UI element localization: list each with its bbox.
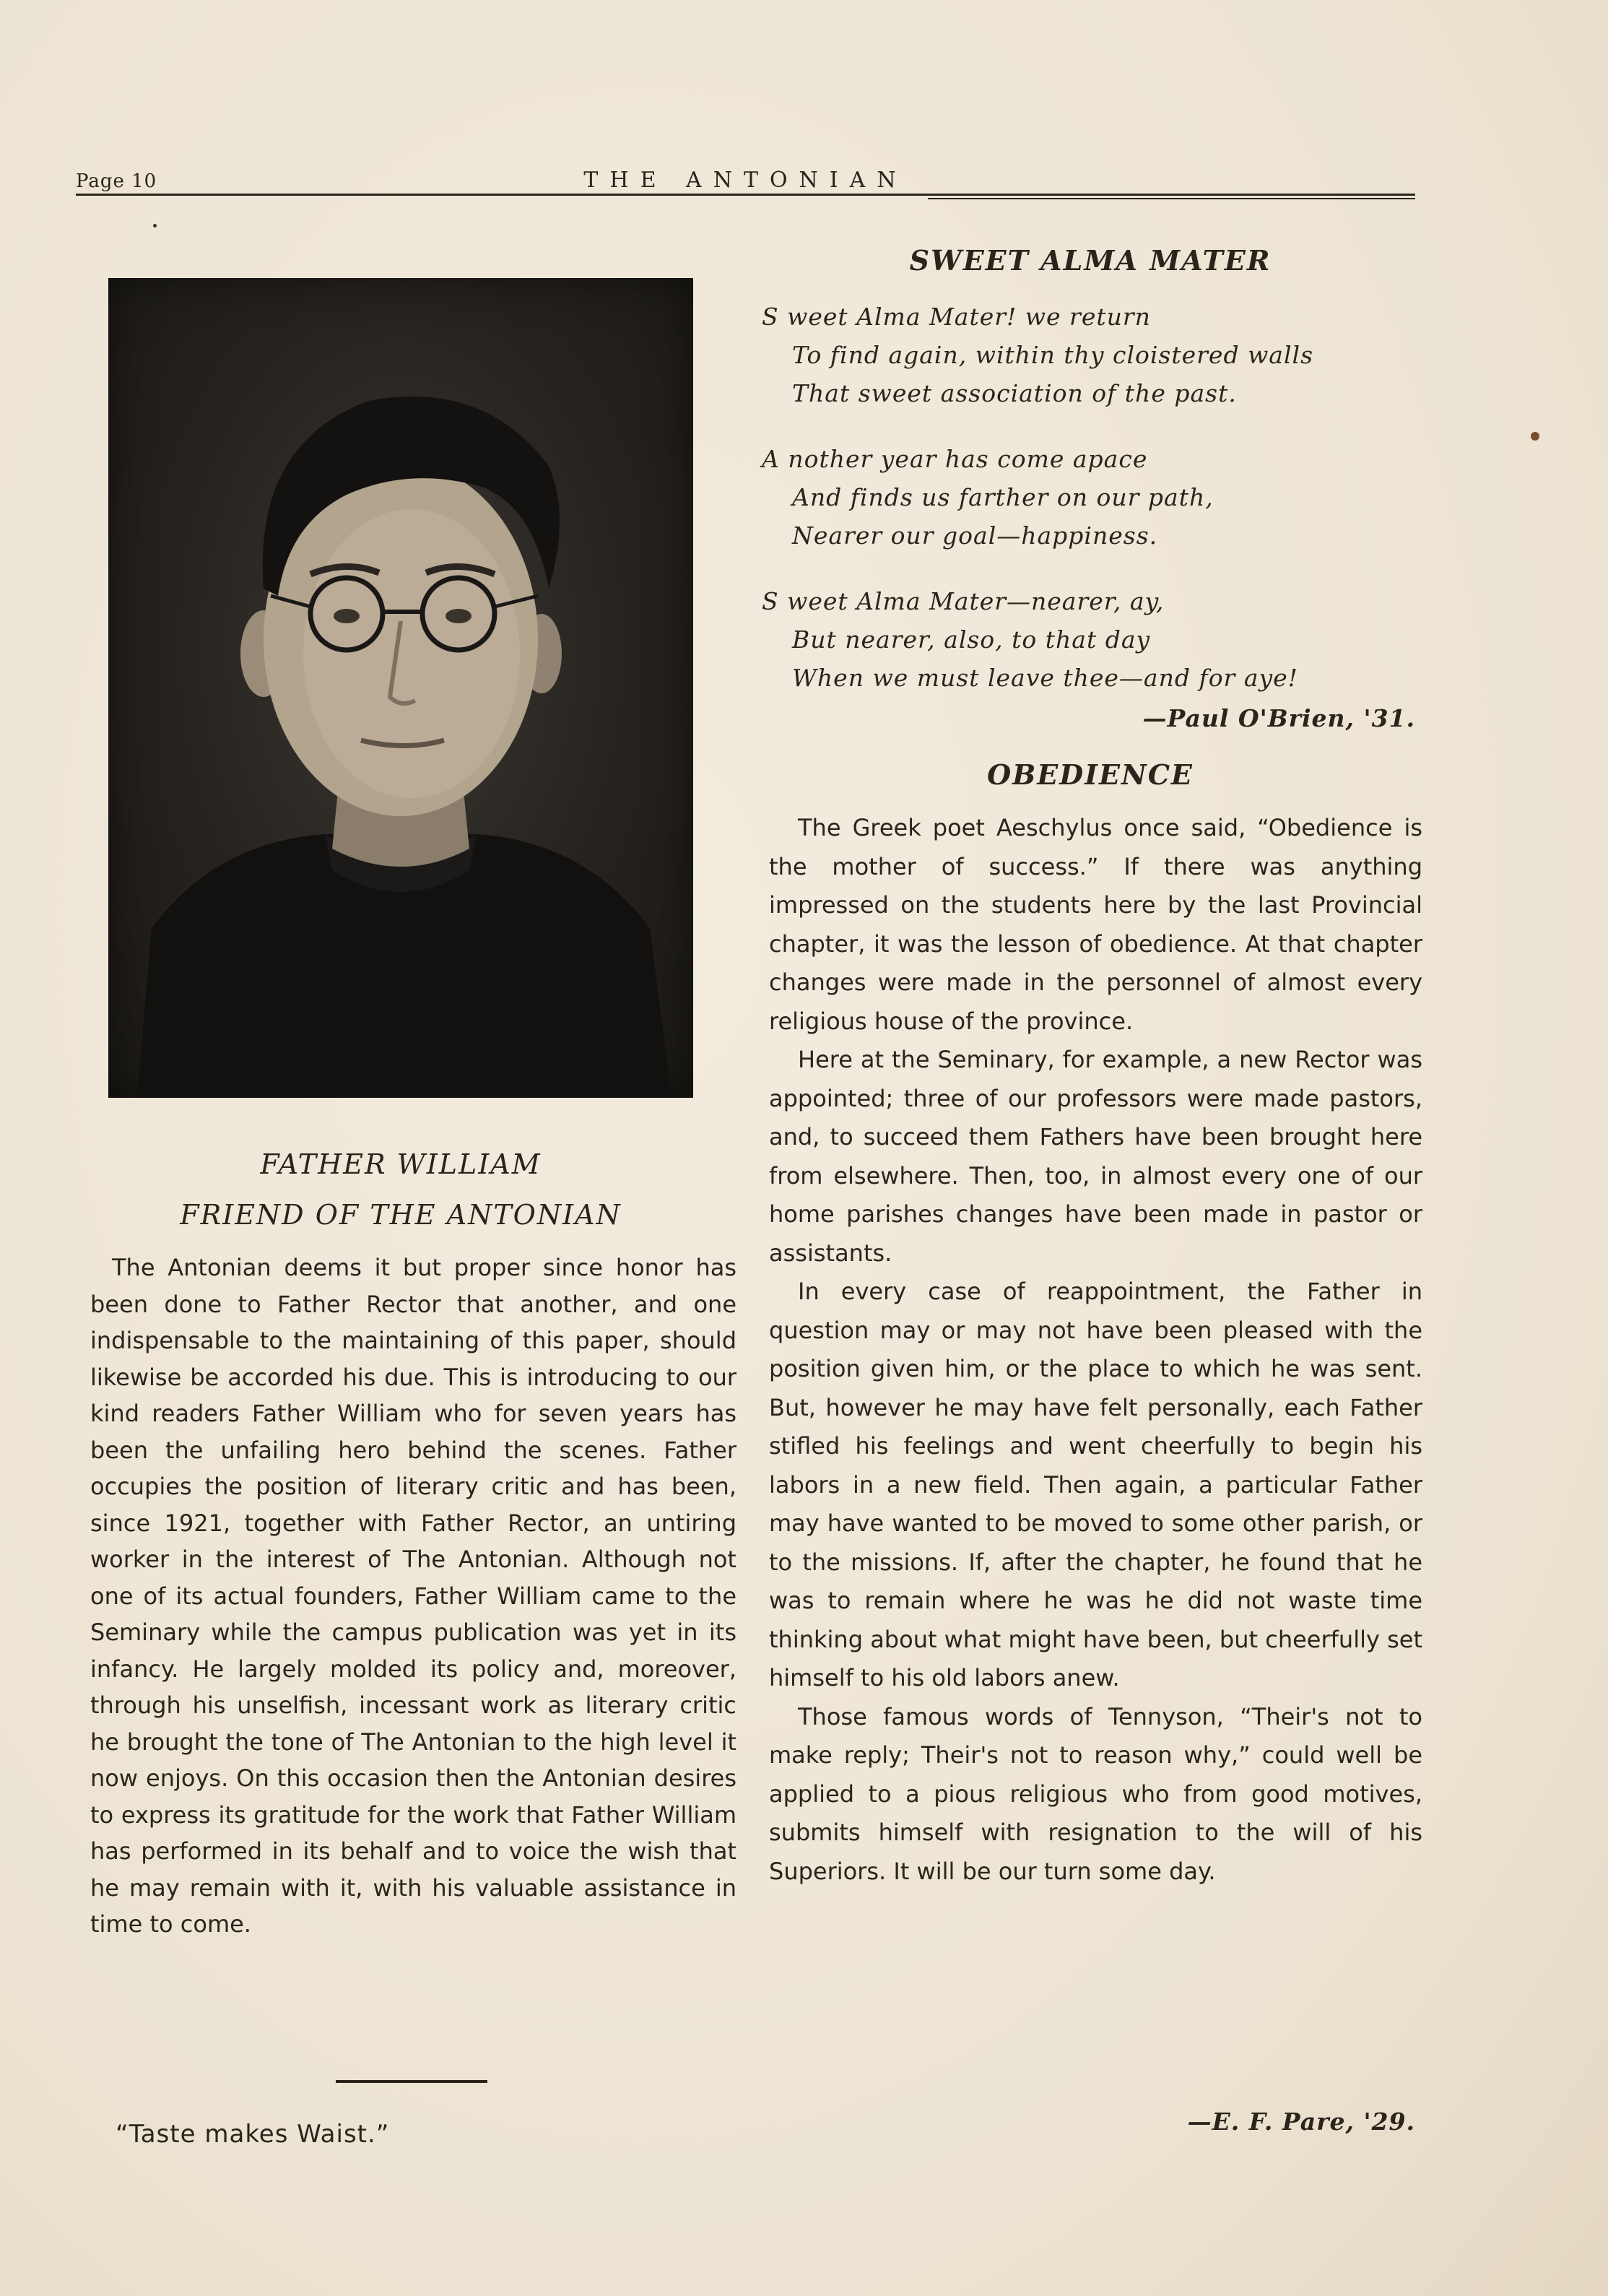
poem-line: And finds us farther on our path, [792,483,1214,511]
essay-paragraph: Those famous words of Tennyson, “Their's not to make reply; Their's not to reason why,” could well be applied to a pious religious who from good motives, submits himself with resignation to the will of his Superiors. It will be our turn some day. [769,1702,1422,1885]
filler-quote: “Taste makes Waist.” [116,2120,390,2149]
poem-line: Nearer our goal—happiness. [792,521,1158,550]
poem-author: —Paul O'Brien, '31. [1142,704,1415,732]
poem-line: S weet Alma Mater—nearer, ay, [762,587,1165,615]
portrait-figure [108,278,693,1098]
essay-author: —E. F. Pare, '29. [1187,2107,1415,2136]
poem-body [762,298,1412,724]
section-divider [336,2080,487,2083]
essay-title: OBEDIENCE [987,758,1194,791]
essay-paragraph: In every case of reappointment, the Father in question may or may not have been pleased with the position given him, or the place to which he was sent. But, however he may have felt personally, each Father stifled his feelings and went cheerfully to begin his labors in a new field. Then again, a particular Father may have wanted to be moved to some other parish, or to the missions. If, after the chapter, he found that he was to remain where he was he did not waste time thinking about what might have been, but cheerfully set himself to his old labors anew. [769,1278,1422,1691]
paper-speck [153,224,157,228]
paper-speck [1531,432,1539,441]
essay-body [769,809,1422,1891]
header-rule [76,194,1415,196]
essay-paragraph: The Greek poet Aeschylus once said, “Obedience is the mother of success.” If there was anything impressed on the students here by the last Provincial chapter, it was the lesson of obedience. At that chapter changes were made in the personnel of almost every religious house of the province. [769,814,1422,1035]
poem-stanza [762,440,1412,555]
page-number: Page 10 [76,170,157,192]
article-body-father-william: The Antonian deems it but proper since honor has been done to Father Rector that another, and one indispensable to the maintaining of this paper, should likewise be accorded his due. This is introducing to our kind readers Father William who for seven years has been the unfailing hero behind the scenes. Father occupies the position of literary critic and has been, since 1921, together with Father Rector, an untiring worker in the interest of The Antonian. Although not one of its actual founders, Father William came to the Seminary while the campus publication was yet in its infancy. He largely molded its policy and, moreover, through his unselfish, incessant work as literary critic he brought the tone of The Antonian to the high level it now enjoys. On this occasion then the Antonian desires to express its gratitude for the work that Father William has performed in its behalf and to voice the wish that he may remain with it, with his valuable assistance in time to come. [90,1254,736,1938]
poem-stanza [762,298,1412,412]
header-rule-secondary [928,198,1415,199]
portrait-photo [108,278,693,1098]
poem-line: A nother year has come apace [762,445,1148,473]
poem-line: That sweet association of the past. [792,379,1237,407]
essay-paragraph: Here at the Seminary, for example, a new Rector was appointed; three of our professors were made pastors, and, to succeed them Fathers have been brought here from elsewhere. Then, too, in almost every one of our home parishes changes have been made in pastor or assistants. [769,1046,1422,1267]
poem-line: S weet Alma Mater! we return [762,303,1151,331]
poem-stanza [762,582,1412,697]
article-heading-father-william: FATHER WILLIAM [260,1148,542,1180]
poem-line: To find again, within thy cloistered walls [792,341,1314,369]
poem-line: When we must leave thee—and for aye! [792,664,1298,692]
article-subheading: FRIEND OF THE ANTONIAN [180,1199,622,1231]
page-header [76,168,1415,196]
poem-line: But nearer, also, to that day [792,625,1151,654]
poem-title: SWEET ALMA MATER [909,244,1272,277]
running-title: THE ANTONIAN [583,168,908,193]
